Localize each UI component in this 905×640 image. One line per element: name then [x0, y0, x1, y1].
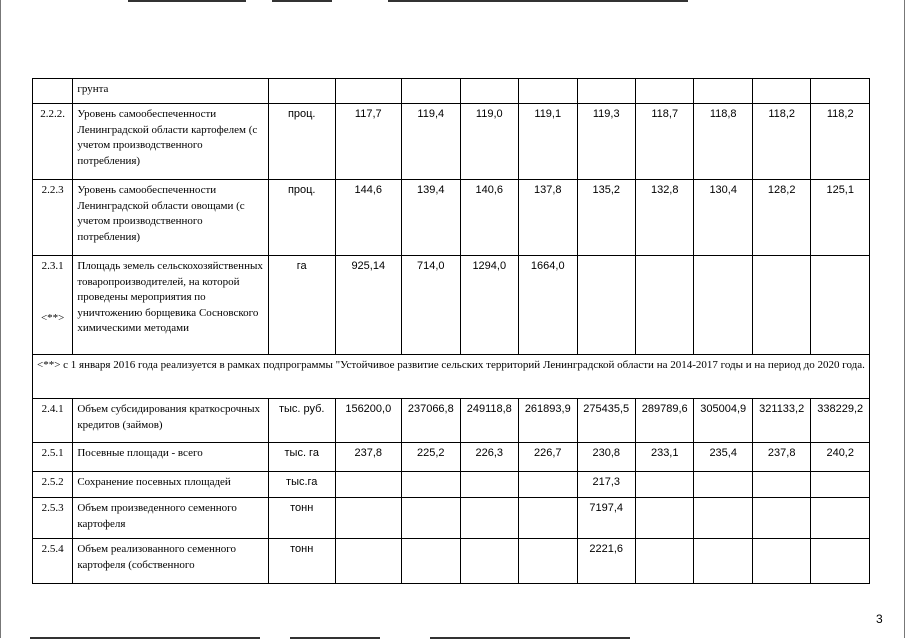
value-cell: 225,2: [402, 443, 460, 472]
value-cell: [694, 256, 752, 355]
value-cell: [635, 256, 693, 355]
indicator-name: Уровень самообеспеченности Ленинградской области овощами (с учетом производственного потребления): [73, 180, 269, 256]
value-cell: 240,2: [811, 443, 870, 472]
value-cell: 237066,8: [402, 399, 460, 443]
scan-artifact-line: [290, 637, 380, 639]
value-cell: [460, 472, 518, 498]
value-cell: [694, 472, 752, 498]
footnote-marker: <**>: [40, 311, 65, 324]
indicators-table: [32, 78, 870, 584]
row-code: 2.4.1: [33, 399, 73, 443]
value-cell: 1294,0: [460, 256, 518, 355]
value-cell: [694, 79, 752, 104]
unit-cell: проц.: [268, 180, 335, 256]
value-cell: [694, 498, 752, 539]
value-cell: 118,8: [694, 104, 752, 180]
value-cell: 714,0: [402, 256, 460, 355]
value-cell: 235,4: [694, 443, 752, 472]
table-row: [33, 399, 870, 443]
value-cell: [460, 498, 518, 539]
value-cell: [577, 79, 635, 104]
value-cell: 118,2: [752, 104, 810, 180]
value-cell: 119,0: [460, 104, 518, 180]
value-cell: [752, 79, 810, 104]
value-cell: 139,4: [402, 180, 460, 256]
value-cell: [335, 79, 402, 104]
indicator-name: Объем реализованного семенного картофеля (собственного: [73, 539, 269, 584]
value-cell: 925,14: [335, 256, 402, 355]
value-cell: 321133,2: [752, 399, 810, 443]
row-code: 2.5.3: [33, 498, 73, 539]
value-cell: [335, 498, 402, 539]
unit-cell: проц.: [268, 104, 335, 180]
value-cell: 130,4: [694, 180, 752, 256]
value-cell: 137,8: [519, 180, 577, 256]
row-code: 2.2.3: [33, 180, 73, 256]
scan-artifact-line: [272, 0, 332, 2]
unit-cell: тыс.га: [268, 472, 335, 498]
value-cell: [635, 472, 693, 498]
value-cell: 230,8: [577, 443, 635, 472]
value-cell: [752, 539, 810, 584]
value-cell: 237,8: [752, 443, 810, 472]
value-cell: 261893,9: [519, 399, 577, 443]
value-cell: [635, 498, 693, 539]
value-cell: 128,2: [752, 180, 810, 256]
footnote-text: <**> с 1 января 2016 года реализуется в рамках подпрограммы "Устойчивое развитие сельских территорий Ленинградской области на 2014-2017 годы и на период до 2020 года.: [33, 355, 870, 399]
value-cell: [402, 539, 460, 584]
value-cell: 156200,0: [335, 399, 402, 443]
value-cell: 1664,0: [519, 256, 577, 355]
value-cell: [752, 256, 810, 355]
value-cell: [752, 472, 810, 498]
unit-cell: га: [268, 256, 335, 355]
row-code-number: 2.3.1: [41, 260, 64, 272]
table-row: [33, 443, 870, 472]
unit-cell: [268, 79, 335, 104]
value-cell: 135,2: [577, 180, 635, 256]
row-code: [33, 79, 73, 104]
value-cell: [519, 539, 577, 584]
value-cell: [460, 539, 518, 584]
value-cell: [402, 79, 460, 104]
value-cell: 119,3: [577, 104, 635, 180]
value-cell: 2221,6: [577, 539, 635, 584]
value-cell: 7197,4: [577, 498, 635, 539]
value-cell: 289789,6: [635, 399, 693, 443]
value-cell: 119,4: [402, 104, 460, 180]
value-cell: 117,7: [335, 104, 402, 180]
table-row: [33, 472, 870, 498]
value-cell: [635, 539, 693, 584]
row-code: [33, 256, 73, 355]
table-row: [33, 79, 870, 104]
value-cell: 226,3: [460, 443, 518, 472]
value-cell: [811, 539, 870, 584]
value-cell: 118,7: [635, 104, 693, 180]
value-cell: [811, 256, 870, 355]
value-cell: 233,1: [635, 443, 693, 472]
value-cell: [635, 79, 693, 104]
scan-artifact-line: [30, 637, 260, 639]
value-cell: [519, 79, 577, 104]
value-cell: [811, 498, 870, 539]
indicator-name: Уровень самообеспеченности Ленинградской области картофелем (с учетом производственного потребления): [73, 104, 269, 180]
indicator-name: Площадь земель сельскохозяйственных товаропроизводителей, на которой проведены мероприятия по уничтожению борщевика Сосновского химическими методами: [73, 256, 269, 355]
table-row: [33, 498, 870, 539]
value-cell: 118,2: [811, 104, 870, 180]
scan-artifact-line: [388, 0, 688, 2]
value-cell: [811, 472, 870, 498]
unit-cell: тонн: [268, 539, 335, 584]
value-cell: 119,1: [519, 104, 577, 180]
value-cell: [577, 256, 635, 355]
value-cell: [519, 498, 577, 539]
value-cell: [811, 79, 870, 104]
value-cell: [460, 79, 518, 104]
table-row: [33, 256, 870, 355]
value-cell: 338229,2: [811, 399, 870, 443]
row-code: 2.5.4: [33, 539, 73, 584]
scan-artifact-line: [128, 0, 246, 2]
value-cell: 226,7: [519, 443, 577, 472]
value-cell: [402, 498, 460, 539]
table-row: [33, 104, 870, 180]
indicator-name: грунта: [73, 79, 269, 104]
unit-cell: тонн: [268, 498, 335, 539]
footnote-row: [33, 355, 870, 399]
indicator-name: Объем субсидирования краткосрочных кредитов (займов): [73, 399, 269, 443]
value-cell: 125,1: [811, 180, 870, 256]
scan-artifact-line: [430, 637, 630, 639]
value-cell: [519, 472, 577, 498]
unit-cell: тыс. га: [268, 443, 335, 472]
value-cell: 275435,5: [577, 399, 635, 443]
value-cell: [335, 472, 402, 498]
value-cell: 249118,8: [460, 399, 518, 443]
unit-cell: тыс. руб.: [268, 399, 335, 443]
value-cell: 140,6: [460, 180, 518, 256]
row-code: 2.2.2.: [33, 104, 73, 180]
table-row: [33, 180, 870, 256]
value-cell: 217,3: [577, 472, 635, 498]
indicator-name: Посевные площади - всего: [73, 443, 269, 472]
value-cell: 237,8: [335, 443, 402, 472]
page-number: 3: [876, 612, 883, 626]
table-row: [33, 539, 870, 584]
value-cell: [752, 498, 810, 539]
row-code: 2.5.1: [33, 443, 73, 472]
value-cell: 132,8: [635, 180, 693, 256]
row-code: 2.5.2: [33, 472, 73, 498]
value-cell: [402, 472, 460, 498]
value-cell: 144,6: [335, 180, 402, 256]
value-cell: 305004,9: [694, 399, 752, 443]
indicator-name: Сохранение посевных площадей: [73, 472, 269, 498]
value-cell: [694, 539, 752, 584]
value-cell: [335, 539, 402, 584]
indicator-name: Объем произведенного семенного картофеля: [73, 498, 269, 539]
